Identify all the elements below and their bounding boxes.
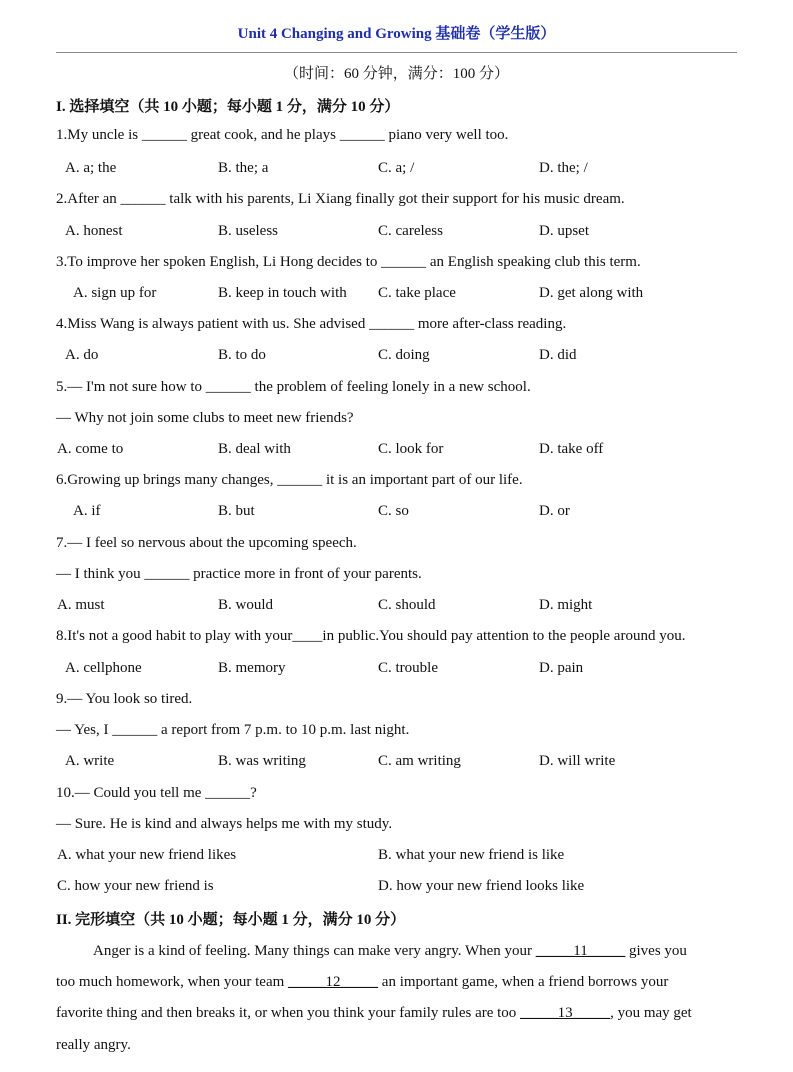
q8-option-a: A. cellphone bbox=[65, 660, 142, 676]
question-6: 6.Growing up brings many changes, ______ it is an important part of our life. bbox=[56, 472, 523, 488]
q10-option-b: B. what your new friend is like bbox=[378, 847, 565, 863]
cloze-blank-13: _____13_____ bbox=[520, 1005, 611, 1021]
question-10: 10.— Could you tell me ______? bbox=[56, 785, 257, 801]
q1-option-b: B. the; a bbox=[218, 160, 269, 176]
q5-option-d: D. take off bbox=[539, 441, 604, 457]
cloze-text: Anger is a kind of feeling. Many things can make very angry. When your bbox=[93, 943, 536, 959]
q6-option-c: C. so bbox=[378, 503, 409, 519]
q4-option-a: A. do bbox=[65, 347, 99, 363]
q5-option-b: B. deal with bbox=[218, 441, 291, 457]
q2-option-a: A. honest bbox=[65, 223, 123, 239]
q8-option-c: C. trouble bbox=[378, 660, 438, 676]
q7-option-b: B. would bbox=[218, 597, 274, 613]
question-1: 1.My uncle is ______ great cook, and he plays ______ piano very well too. bbox=[56, 127, 509, 143]
question-9: 9.— You look so tired. bbox=[56, 691, 193, 707]
q9-option-b: B. was writing bbox=[218, 753, 306, 769]
cloze-text: too much homework, when your team bbox=[56, 974, 289, 990]
q8-option-d: D. pain bbox=[539, 660, 584, 676]
question-7-reply: — I think you ______ practice more in front of your parents. bbox=[56, 566, 422, 582]
cloze-text: gives you bbox=[625, 943, 687, 959]
cloze-line-4: really angry. bbox=[56, 1037, 131, 1053]
question-2: 2.After an ______ talk with his parents, Li Xiang finally got their support for his music dream. bbox=[56, 191, 625, 207]
cloze-blank-11: _____11_____ bbox=[535, 943, 626, 959]
q6-option-a: A. if bbox=[73, 503, 101, 519]
q3-option-a: A. sign up for bbox=[73, 285, 157, 301]
q4-option-b: B. to do bbox=[218, 347, 266, 363]
q3-option-b: B. keep in touch with bbox=[218, 285, 347, 301]
q6-option-d: D. or bbox=[539, 503, 570, 519]
cloze-text: , you may get bbox=[610, 1005, 692, 1021]
question-7: 7.— I feel so nervous about the upcoming speech. bbox=[56, 535, 357, 551]
q1-option-d: D. the; / bbox=[539, 160, 588, 176]
cloze-text: an important game, when a friend borrows your bbox=[378, 974, 669, 990]
q1-option-c: C. a; / bbox=[378, 160, 415, 176]
section-2-heading: II. 完形填空（共 10 小题；每小题 1 分，满分 10 分） bbox=[56, 912, 406, 928]
q3-option-d: D. get along with bbox=[539, 285, 644, 301]
cloze-text: favorite thing and then breaks it, or when you think your family rules are too bbox=[56, 1005, 521, 1021]
q7-option-d: D. might bbox=[539, 597, 593, 613]
q4-option-c: C. doing bbox=[378, 347, 430, 363]
question-10-reply: — Sure. He is kind and always helps me with my study. bbox=[56, 816, 393, 832]
q7-option-a: A. must bbox=[57, 597, 105, 613]
q8-option-b: B. memory bbox=[218, 660, 286, 676]
title-divider bbox=[56, 52, 737, 53]
cloze-line-2 bbox=[56, 974, 737, 991]
q5-option-a: A. come to bbox=[57, 441, 124, 457]
cloze-line-3 bbox=[56, 1005, 737, 1022]
q5-option-c: C. look for bbox=[378, 441, 444, 457]
cloze-line-1 bbox=[56, 943, 737, 960]
page-title: Unit 4 Changing and Growing 基础卷（学生版） bbox=[237, 26, 556, 42]
q2-option-c: C. careless bbox=[378, 223, 443, 239]
question-4: 4.Miss Wang is always patient with us. She advised ______ more after-class reading. bbox=[56, 316, 567, 332]
q9-option-c: C. am writing bbox=[378, 753, 461, 769]
question-3: 3.To improve her spoken English, Li Hong decides to ______ an English speaking club this term. bbox=[56, 254, 641, 270]
q1-option-a: A. a; the bbox=[65, 160, 117, 176]
q3-option-c: C. take place bbox=[378, 285, 456, 301]
question-5: 5.— I'm not sure how to ______ the problem of feeling lonely in a new school. bbox=[56, 379, 531, 395]
cloze-blank-12: _____12_____ bbox=[288, 974, 379, 990]
q2-option-b: B. useless bbox=[218, 223, 278, 239]
q10-option-d: D. how your new friend looks like bbox=[378, 878, 585, 894]
q6-option-b: B. but bbox=[218, 503, 255, 519]
time-info: （时间：60 分钟，满分：100 分） bbox=[283, 66, 509, 82]
q4-option-d: D. did bbox=[539, 347, 577, 363]
question-5-reply: — Why not join some clubs to meet new friends? bbox=[56, 410, 354, 426]
q7-option-c: C. should bbox=[378, 597, 436, 613]
q10-option-a: A. what your new friend likes bbox=[57, 847, 237, 863]
question-8: 8.It's not a good habit to play with your____in public.You should pay attention to the people around you. bbox=[56, 628, 686, 644]
section-1-heading: I. 选择填空（共 10 小题；每小题 1 分，满分 10 分） bbox=[56, 99, 400, 115]
q10-option-c: C. how your new friend is bbox=[57, 878, 214, 894]
q2-option-d: D. upset bbox=[539, 223, 589, 239]
question-9-reply: — Yes, I ______ a report from 7 p.m. to 10 p.m. last night. bbox=[56, 722, 410, 738]
q9-option-d: D. will write bbox=[539, 753, 616, 769]
q9-option-a: A. write bbox=[65, 753, 115, 769]
